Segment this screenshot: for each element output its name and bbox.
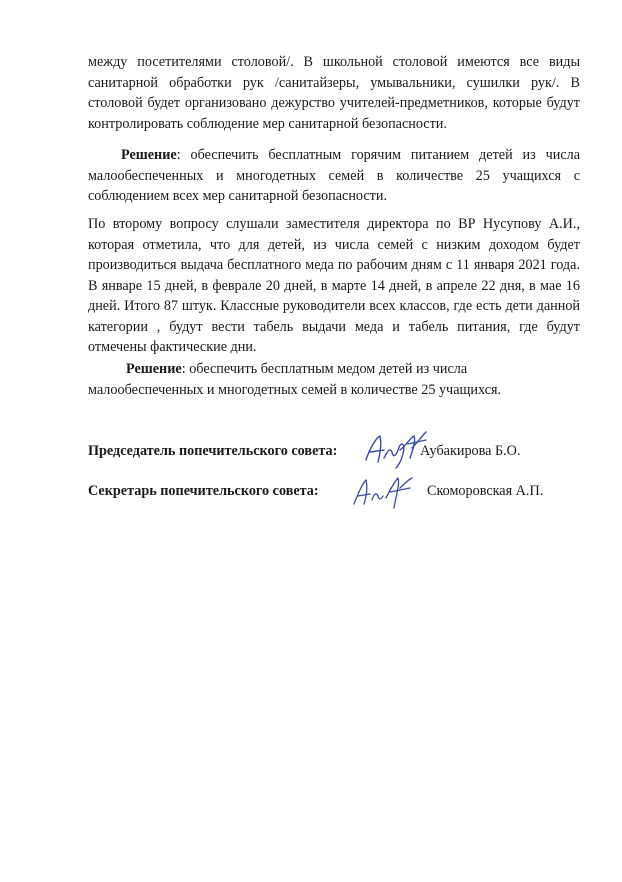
paragraph-text: По второму вопросу слушали заместителя директора по ВР Нусупову А.И., которая отметила, что для детей, из числа семей с низким доходом будет производиться выдача бесплатного меда по рабочим дням с 11 января 2021 года. В январе 15 дней, в феврале 20 дней, в марте 14 дней, в апреле 22 дня, в мае 16 дней. Итого 87 штук. Классные руководители всех классов, где есть дети данной категории , будут вести табель выдачи меда и табель питания, где будут отмечены фактические дни. (88, 216, 580, 355)
separator: : (313, 483, 319, 499)
decision-label: Решение (121, 147, 177, 163)
decision-paragraph-honey (88, 359, 580, 400)
secretary-role-label: Секретарь попечительского совета (88, 483, 314, 499)
chair-role-label: Председатель попечительского совета (88, 443, 333, 459)
separator: : (332, 443, 338, 459)
signature-line-secretary (88, 481, 544, 501)
paragraph-second-question (88, 214, 580, 358)
paragraph-canteen-measures (88, 52, 580, 134)
paragraph-text: между посетителями столовой/. В школьной столовой имеются все виды санитарной обработки рук /санитайзеры, умывальники, сушилки рук/. В столовой будет организовано дежурство учителей-предметников, которые будут контролировать соблюдение мер санитарной безопасности. (88, 54, 580, 132)
secretary-handwritten-signature (350, 470, 416, 512)
chair-name: Аубакирова Б.О. (420, 443, 521, 459)
decision-label: Решение (126, 361, 182, 377)
secretary-name: Скоморовская А.П. (427, 483, 544, 499)
decision-paragraph-meals (88, 145, 580, 207)
signature-line-chair (88, 441, 521, 461)
decision-text: : обеспечить бесплатным медом детей из числа малообеспеченных и многодетных семей в количестве 25 учащихся. (88, 361, 502, 398)
decision-text: : обеспечить бесплатным горячим питанием детей из числа малообеспеченных и многодетных семей в количестве 25 учащихся с соблюдением всех мер санитарной безопасности. (88, 147, 580, 204)
